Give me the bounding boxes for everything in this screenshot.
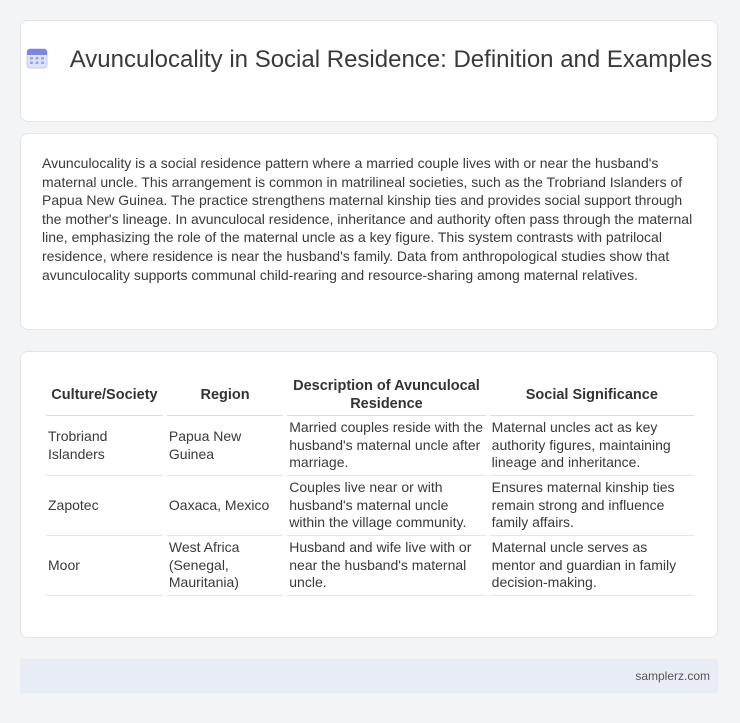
table-cell: West Africa (Senegal, Mauritania)	[167, 536, 283, 596]
title-card	[20, 20, 718, 122]
table-cell: Trobriand Islanders	[46, 416, 163, 476]
intro-paragraph: Avunculocality is a social residence pattern where a married couple lives with or near the husband's maternal uncle. This arrangement is common in matrilineal societies, such as the Trobriand Islanders of Papua New Guinea. The practice strengthens maternal kinship ties and provides social support through the mother's lineage. In avunculocal residence, inheritance and authority often pass through the maternal line, emphasizing the role of the maternal uncle as a key figure. This system contrasts with patrilocal residence, where residence is near the husband's family. Data from anthropological studies show that avunculocality supports communal child-rearing and resource-sharing among maternal relatives.	[42, 155, 693, 283]
table-cell: Maternal uncles act as key authority figures, maintaining lineage and inheritance.	[490, 416, 694, 476]
table-cell: Moor	[46, 536, 163, 596]
table-cell: Married couples reside with the husband's maternal uncle after marriage.	[287, 416, 485, 476]
table-cell: Couples live near or with husband's maternal uncle within the village community.	[287, 476, 485, 536]
table-row	[46, 536, 694, 596]
footer-bar	[20, 659, 718, 693]
column-header: Culture/Society	[46, 375, 163, 416]
table-cell: Zapotec	[46, 476, 163, 536]
page-title	[21, 45, 717, 74]
table-row	[46, 416, 694, 476]
column-header: Social Significance	[490, 375, 694, 416]
table-cell: Ensures maternal kinship ties remain strong and influence family affairs.	[490, 476, 694, 536]
table-card	[20, 351, 718, 638]
table-cell: Husband and wife live with or near the husband's maternal uncle.	[287, 536, 485, 596]
table-row	[46, 476, 694, 536]
table-cell: Maternal uncle serves as mentor and guardian in family decision-making.	[490, 536, 694, 596]
calendar-icon	[26, 47, 48, 69]
title-text: Avunculocality in Social Residence: Definition and Examples	[69, 46, 713, 73]
table-header-row	[46, 375, 694, 416]
intro-card	[20, 133, 718, 330]
table-cell: Papua New Guinea	[167, 416, 283, 476]
table-cell: Oaxaca, Mexico	[167, 476, 283, 536]
footer-site-link[interactable]: samplerz.com	[635, 669, 710, 683]
column-header: Region	[167, 375, 283, 416]
column-header: Description of Avunculocal Residence	[287, 375, 485, 416]
residence-table	[42, 375, 698, 596]
